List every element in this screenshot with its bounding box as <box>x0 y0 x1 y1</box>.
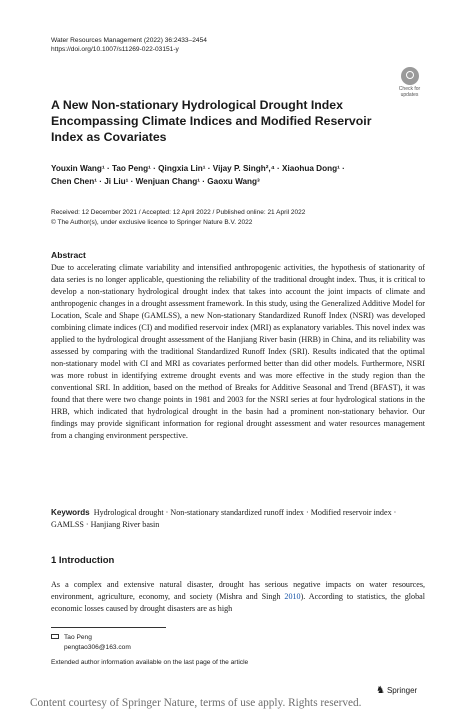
check-for-updates-icon <box>401 67 419 85</box>
footer-notice: Content courtesy of Springer Nature, terms of use apply. Rights reserved. <box>30 697 362 709</box>
copyright-line: © The Author(s), under exclusive licence to Springer Nature B.V. 2022 <box>51 218 253 226</box>
check-for-updates-badge[interactable] <box>393 67 426 100</box>
publisher-name: Springer <box>386 686 418 695</box>
keywords-text: Hydrological drought · Non-stationary standardized runoff index · Modified reservoir index · GAMLSS · Hanjiang River basin <box>51 508 397 529</box>
abstract-text: Due to accelerating climate variability and intensified anthropogenic activities, the hypothesis of stationarity of data series is no longer applicable, questioning the reliability of the traditional drought index. Thus, it is critical to develop a non-stationary hydrological drought index that takes into account the joint impacts of climate and anthropogenic changes in a drought assessment framework. In this study, using the Generalized Additive Model for Location, Scale and Shape (GAMLSS), a new Non-stationary Standardized Runoff Index (NSRI) was developed combining climate indices (CI) and modified reservoir index (MRI) as explanatory variables. This novel index was applied to the hydrological drought assessment of the Hanjiang River basin (HRB) in China, and its reliability was assessed by comparing with the traditional Standardized Runoff Index (SRI). Results indicated that the optimal non-stationary model with CI and MRI as covariates performed better than did other models. Furthermore, NSRI was more robust in identifying extreme drought events and was more effective in the study region than the conventional SRI. In addition, based on the method of Breaks for Additive Seasonal and Trend (BFAST), it was found that there were two change points in 1981 and 2003 for the NSRI series at four hydrological stations in the HRB, which indicated that hydrological drought in the basin had a prominent non-stationary behavior. Our findings may provide significant information for regional drought assessment and water resources management from a changing environment perspective. <box>51 263 425 440</box>
abstract-heading: Abstract <box>51 250 86 260</box>
envelope-icon <box>51 634 59 639</box>
intro-text-start: As a complex and extensive natural disaster, drought has serious negative impacts on water resources, environment, agriculture, economy, and society (Mishra and Singh <box>51 580 425 601</box>
author-list <box>51 162 421 188</box>
author-line-2: Chen Chen¹ · Ji Liu¹ · Wenjuan Chang¹ · Gaoxu Wang³ <box>51 177 260 186</box>
corresponding-email[interactable]: pengtao306@163.com <box>64 644 131 651</box>
correspondence-block <box>51 633 131 653</box>
citation-link[interactable]: 2010 <box>284 592 301 601</box>
history-dates: Received: 12 December 2021 / Accepted: 12 April 2022 / Published online: 21 April 2022 <box>51 209 306 216</box>
article-title: A New Non-stationary Hydrological Drought Index Encompassing Climate Indices and Modified Reservoir Index as Covariates <box>51 98 372 144</box>
author-line-1: Youxin Wang¹ · Tao Peng¹ · Qingxia Lin¹ · Vijay P. Singh²,⁴ · Xiaohua Dong¹ · <box>51 164 345 173</box>
springer-logo <box>376 685 417 696</box>
section-heading-introduction: 1 Introduction <box>51 555 115 566</box>
extended-author-info: Extended author information available on the last page of the article <box>51 659 249 666</box>
badge-line2: updates <box>400 92 419 98</box>
journal-header <box>51 36 207 54</box>
journal-citation: Water Resources Management (2022) 36:2433–2454 <box>51 37 207 44</box>
publication-dates <box>51 208 431 227</box>
keywords-label: Keywords <box>51 508 90 517</box>
doi-link[interactable]: https://doi.org/10.1007/s11269-022-03151-y <box>51 46 179 53</box>
introduction-text <box>51 579 425 615</box>
keywords-block <box>51 507 425 531</box>
badge-line1: Check for <box>398 86 421 92</box>
corresponding-author: Tao Peng <box>64 634 92 641</box>
intro-text-end: ). According to statistics, the global economic losses caused by drought disasters are as high <box>51 592 425 613</box>
springer-horse-icon: ♞ <box>376 685 385 696</box>
footnote-divider <box>51 627 166 628</box>
